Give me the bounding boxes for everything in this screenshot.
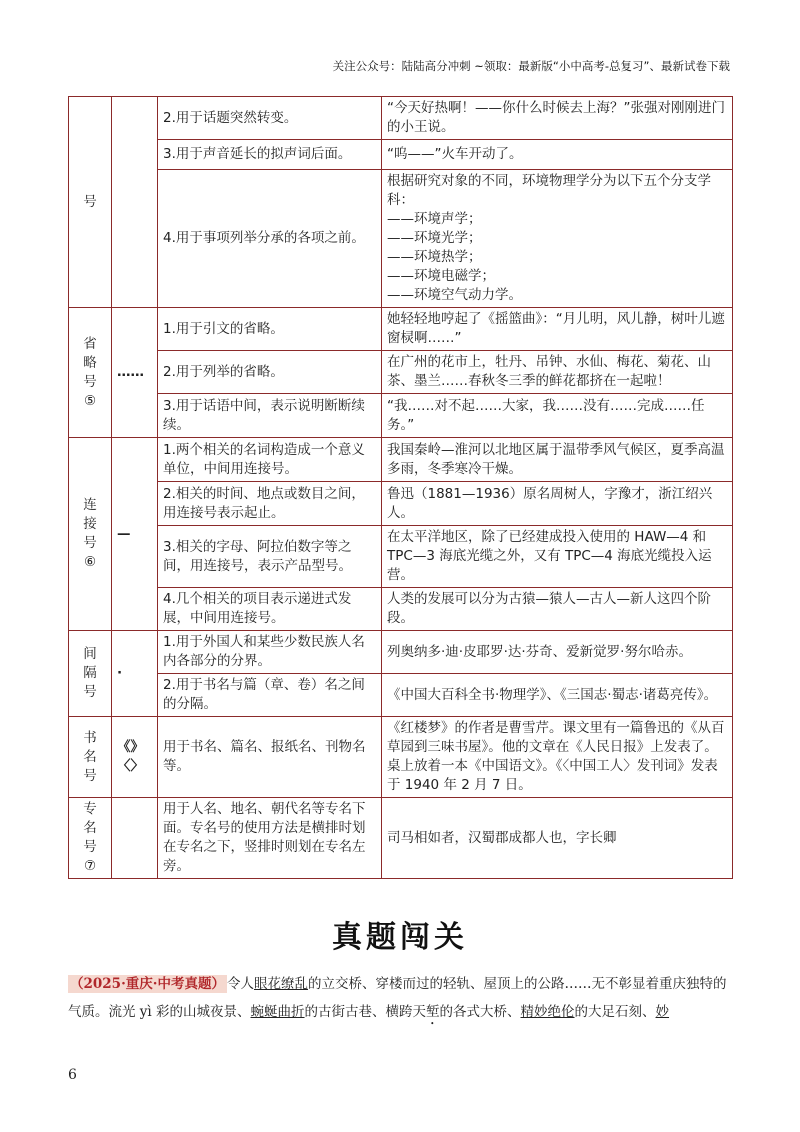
usage-cell: 2.相关的时间、地点或数目之间，用连接号表示起止。 [158,482,382,526]
example-cell: 鲁迅（1881—1936）原名周树人，字豫才，浙江绍兴人。 [382,482,733,526]
usage-cell: 1.用于外国人和某些少数民族人名内各部分的分界。 [158,631,382,674]
table-row [69,438,733,482]
table-row [69,526,733,588]
passage-text: 的各式大桥、 [439,1004,521,1020]
usage-cell: 4.几个相关的项目表示递进式发展，中间用连接号。 [158,588,382,631]
table-row [69,798,733,879]
usage-cell: 用于人名、地名、朝代名等专名下面。专名号的使用方法是横排时划在专名之下，竖排时则划在专名左旁。 [158,798,382,879]
punctuation-name-cell: 间 隔 号 [69,631,112,717]
table-row [69,170,733,308]
punctuation-symbol-cell: 《》 〈〉 [112,717,158,798]
underlined-word: 眼花缭乱 [253,976,308,992]
usage-cell: 2.用于列举的省略。 [158,351,382,394]
example-cell: 列奥纳多·迪·皮耶罗·达·芬奇、爱新觉罗·努尔哈赤。 [382,631,733,674]
usage-cell: 3.用于声音延长的拟声词后面。 [158,140,382,170]
example-cell: 《红楼梦》的作者是曹雪芹。课文里有一篇鲁迅的《从百草园到三味书屋》。他的文章在《人民日报》上发表了。桌上放着一本《中国语文》。《〈中国工人〉发刊词》发表于 1940 年 2 月 7 日。 [382,717,733,798]
example-cell: 在太平洋地区，除了已经建成投入使用的 HAW—4 和 TPC—3 海底光缆之外，又有 TPC—4 海底光缆投入运营。 [382,526,733,588]
exam-source-tag: （2025·重庆·中考真题） [70,976,225,992]
example-cell: “呜——”火车开动了。 [382,140,733,170]
example-cell: 在广州的花市上，牡丹、吊钟、水仙、梅花、菊花、山茶、墨兰……春秋冬三季的鲜花都挤在一起啦！ [382,351,733,394]
example-cell: “我……对不起……大家，我……没有……完成……任务。” [382,394,733,438]
table-row [69,140,733,170]
exam-passage [68,970,732,1028]
passage-text: 的立交桥、穿楼而过的轻轨、屋顶上的公路……无不彰显着重庆独特的气质。流光 yì 彩的山城夜景、 [68,976,727,1020]
usage-cell: 4.用于事项列举分承的各项之前。 [158,170,382,308]
punctuation-name-cell: 省 略 号 ⑤ [69,308,112,438]
example-cell: 司马相如者，汉蜀郡成都人也，字长卿 [382,798,733,879]
table-row [69,394,733,438]
table-row [69,674,733,717]
punctuation-symbol-cell [112,798,158,879]
page-number: 6 [68,1067,77,1083]
punctuation-symbol-cell: — [112,438,158,631]
dotted-character: 堑 [426,1004,440,1020]
example-cell: 人类的发展可以分为古猿—猿人—古人—新人这四个阶段。 [382,588,733,631]
table-row [69,482,733,526]
punctuation-name-cell: 号 [69,97,112,308]
table-row [69,97,733,140]
example-cell: 根据研究对象的不同，环境物理学分为以下五个分支学科： ——环境声学； ——环境光学； ——环境热学； ——环境电磁学； ——环境空气动力学。 [382,170,733,308]
punctuation-table [68,96,733,879]
usage-cell: 2.用于话题突然转变。 [158,97,382,140]
underlined-word: 蜿蜒曲折 [250,1004,305,1020]
table-row [69,717,733,798]
usage-cell: 用于书名、篇名、报纸名、刊物名等。 [158,717,382,798]
usage-cell: 1.用于引文的省略。 [158,308,382,351]
table-row [69,631,733,674]
punctuation-name-cell: 专 名 号 ⑦ [69,798,112,879]
passage-text: 的古街古巷、横跨天 [304,1004,427,1020]
punctuation-name-cell: 书 名 号 [69,717,112,798]
usage-cell: 3.相关的字母、阿拉伯数字等之间，用连接号，表示产品型号。 [158,526,382,588]
header-banner: 关注公众号：陆陆高分冲刺 ~领取：最新版“小中高考-总复习”、最新试卷下载 [332,59,730,73]
usage-cell: 3.用于话语中间，表示说明断断续续。 [158,394,382,438]
punctuation-symbol-cell: …… [112,308,158,438]
usage-cell: 1.两个相关的名词构造成一个意义单位，中间用连接号。 [158,438,382,482]
underlined-word: 妙 [655,1004,670,1020]
example-cell: 我国秦岭—淮河以北地区属于温带季风气候区，夏季高温多雨，冬季寒冷干燥。 [382,438,733,482]
example-cell: 《中国大百科全书·物理学》、《三国志·蜀志·诸葛亮传》。 [382,674,733,717]
passage-text: 的大足石刻、 [574,1004,656,1020]
punctuation-symbol-cell: · [112,631,158,717]
section-title: 真题闯关 [332,920,468,955]
table-row [69,351,733,394]
punctuation-name-cell: 连 接 号 ⑥ [69,438,112,631]
table-row [69,588,733,631]
passage-text: 令人 [226,976,254,992]
example-cell: 她轻轻地哼起了《摇篮曲》：“月儿明，风儿静，树叶儿遮窗棂啊……” [382,308,733,351]
example-cell: “今天好热啊！——你什么时候去上海？”张强对刚刚进门的小王说。 [382,97,733,140]
punctuation-symbol-cell [112,97,158,308]
usage-cell: 2.用于书名与篇（章、卷）名之间的分隔。 [158,674,382,717]
underlined-word: 精妙绝伦 [520,1004,575,1020]
table-row [69,308,733,351]
